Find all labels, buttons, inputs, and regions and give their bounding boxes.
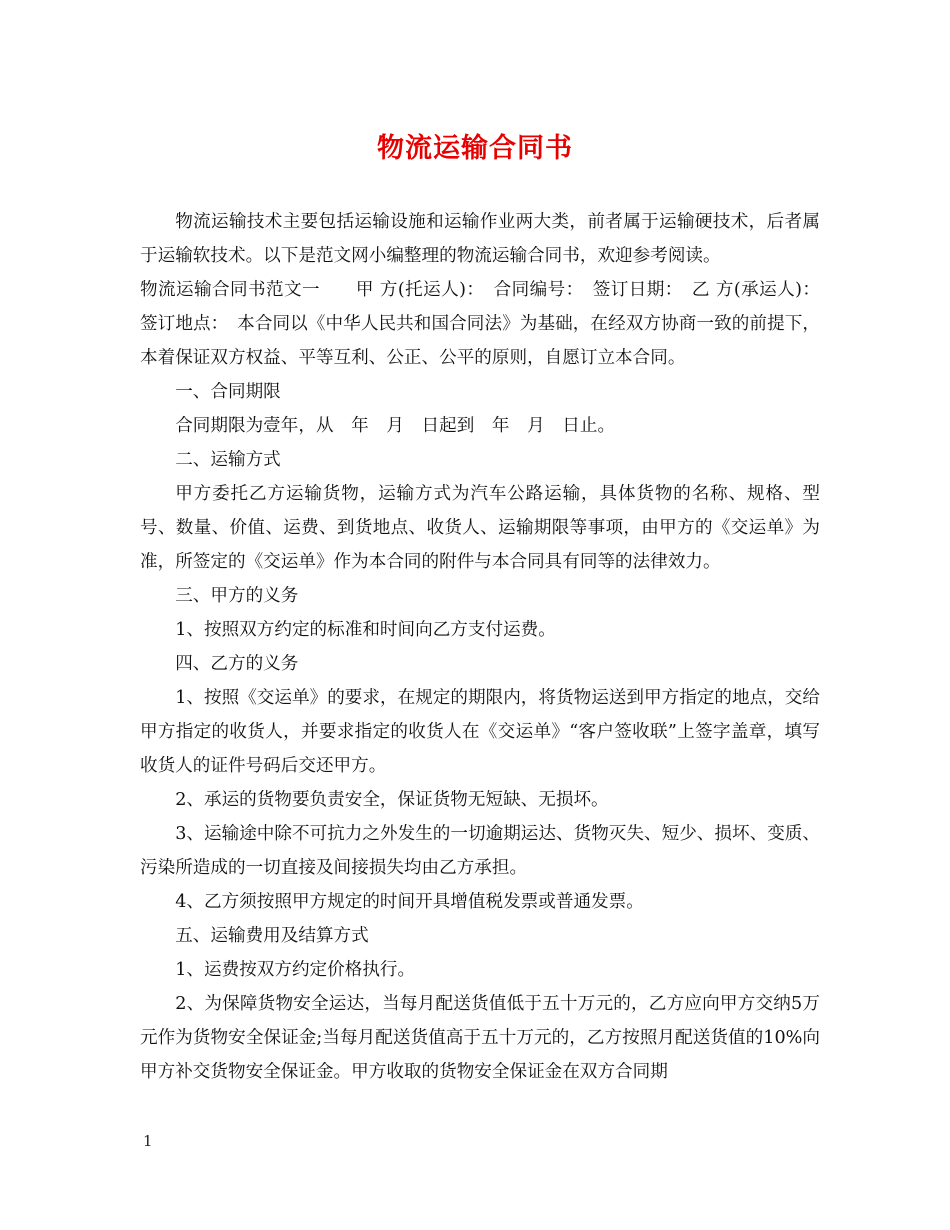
paragraph-fees-1: 1、运费按双方约定价格执行。 [175,960,416,980]
document-body [140,205,820,1089]
paragraph-intro: 物流运输技术主要包括运输设施和运输作业两大类，前者属于运输硬技术，后者属于运输软技术。以下是范文网小编整理的物流运输合同书，欢迎参考阅读。 [140,212,820,266]
section-heading-fees-settlement: 五、运输费用及结算方式 [175,926,369,946]
paragraph-transport-method: 甲方委托乙方运输货物，运输方式为汽车公路运输，具体货物的名称、规格、型号、数量、价值、运费、到货地点、收货人、运输期限等事项，由甲方的《交运单》为准，所签定的《交运单》作为本合同的附件与本合同具有同等的法律效力。 [140,484,820,572]
paragraph-party-b-2: 2、承运的货物要负责安全，保证货物无短缺、无损坏。 [175,790,609,810]
section-heading-party-a-obligations: 三、甲方的义务 [175,586,299,606]
document-title: 物流运输合同书 [377,133,573,164]
paragraph-party-b-4: 4、乙方须按照甲方规定的时间开具增值税发票或普通发票。 [175,892,644,912]
paragraph-party-a-1: 1、按照双方约定的标准和时间向乙方支付运费。 [175,620,556,640]
page-number: 1 [143,1132,153,1150]
paragraph-term: 合同期限为壹年，从 年 月 日起到 年 月 日止。 [175,416,616,436]
section-heading-term: 一、合同期限 [175,382,281,402]
paragraph-party-b-1: 1、按照《交运单》的要求，在规定的期限内，将货物运送到甲方指定的地点，交给甲方指定的收货人，并要求指定的收货人在《交运单》“客户签收联”上签字盖章，填写收货人的证件号码后交还甲方。 [140,688,820,776]
paragraph-parties: 物流运输合同书范文一 甲 方(托运人)： 合同编号： 签订日期： 乙 方(承运人)：签订地点： 本合同以《中华人民共和国合同法》为基础，在经双方协商一致的前提下，本着保证双方权益、平等互利、公正、公平的原则，自愿订立本合同。 [140,280,820,368]
paragraph-fees-2: 2、为保障货物安全运达，当每月配送货值低于五十万元的，乙方应向甲方交纳5万元作为货物安全保证金;当每月配送货值高于五十万元的，乙方按照月配送货值的10%向甲方补交货物安全保证金。甲方收取的货物安全保证金在双方合同期 [140,994,820,1082]
section-heading-party-b-obligations: 四、乙方的义务 [175,654,299,674]
section-heading-transport-method: 二、运输方式 [175,450,281,470]
paragraph-party-b-3: 3、运输途中除不可抗力之外发生的一切逾期运达、货物灭失、短少、损坏、变质、污染所造成的一切直接及间接损失均由乙方承担。 [140,824,820,878]
